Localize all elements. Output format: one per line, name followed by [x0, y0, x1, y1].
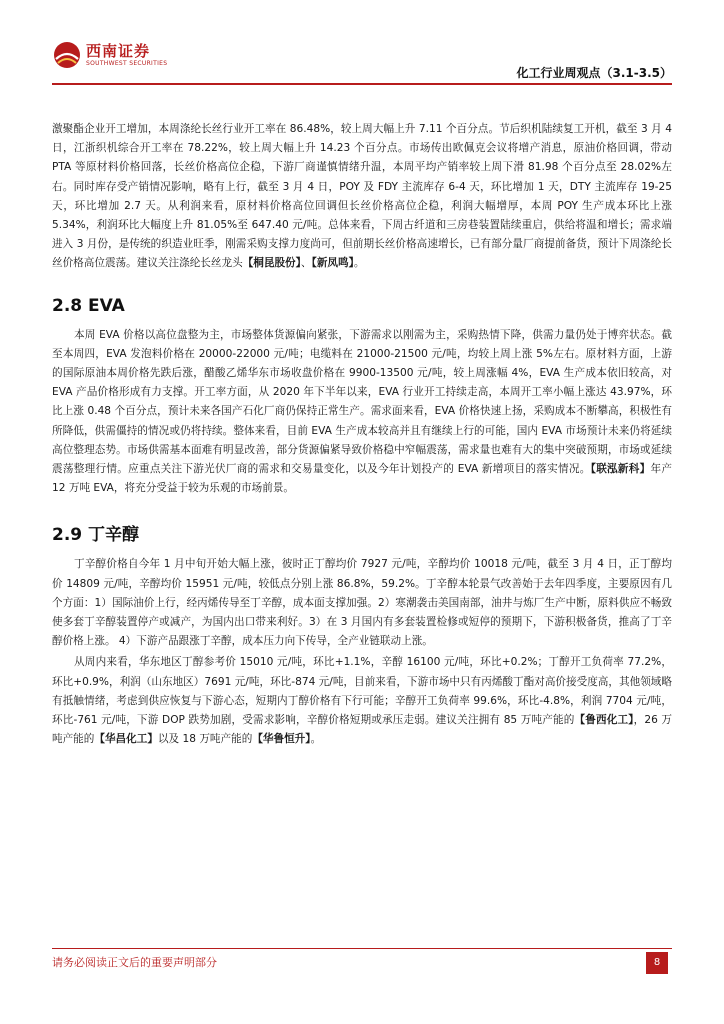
butanol-paragraph-1: 丁辛醇价格自今年 1 月中旬开始大幅上涨，彼时正丁醇均价 7927 元/吨，辛醇均价 10018 元/吨，截至 3 月 4 日，正丁醇均价 14809 元/吨，辛醇均价 15951 元/吨，较低点分别上涨 86.8%，59.2%。丁辛醇本轮景气改善始于去年四季度，主要原因有几个方面：1）国际油价上行，经丙烯传导至丁辛醇，成本面支撑加强。2）寒潮袭击美国南部，油井与炼厂生产中断，原料供应不畅致使多套丁辛醇装置停产或减产，为国内出口带来利好。3）在 3 月国内有多套装置检修或短停的预期下，下游积极备货，推高了丁辛醇价格上涨。 4）下游产品跟涨丁辛醇，成本压力向下传导，全产业链联动上涨。 — [52, 558, 672, 648]
butanol-text: 从周内来看，华东地区丁醇参考价 15010 元/吨，环比+1.1%，辛醇 16100 元/吨，环比+0.2%；丁醇开工负荷率 77.2%，环比+0.9%，利润（山东地区）7691 元/吨，环比-874 元/吨，目前来看，下游市场中只有丙烯酸丁酯对高价接受度高，其他领域略有抵触情绪，考虑到供应恢复与下游心态，短期内丁醇价格有下行可能；辛醇开工负荷率 99.6%，环比-4.8%，利润 7704 元/吨，环比-761 元/吨，下游 DOP 跌势加剧，受需求影响，辛醇价格短期或承压走弱。建议关注拥有 85 万吨产能的 — [52, 656, 672, 727]
eva-paragraph — [52, 326, 672, 499]
section-title-butanol: 2.9 丁辛醇 — [52, 525, 140, 546]
stock-xinfengming: 【新凤鸣】 — [311, 257, 354, 270]
page-content — [52, 120, 672, 749]
logo-english-name: SOUTHWEST SECURITIES — [86, 60, 168, 67]
eva-end: 年产 12 万吨 EVA，将充分受益于较为乐观的市场前景。 — [52, 463, 673, 495]
report-title: 化工行业周观点（3.1-3.5） — [516, 66, 672, 80]
butanol-text-3: 以及 18 万吨产能的 — [157, 733, 253, 746]
butanol-end: 。 — [310, 733, 322, 746]
section-title-eva: 2.8 EVA — [52, 295, 125, 316]
logo-chinese-name: 西南证券 — [86, 42, 151, 60]
footer-disclaimer: 请务必阅读正文后的重要声明部分 — [52, 956, 217, 969]
footer-divider — [52, 948, 672, 949]
page-header — [0, 0, 724, 90]
stock-luxi: 【鲁西化工】 — [574, 714, 634, 727]
company-logo — [52, 38, 168, 74]
stock-hualu: 【华鲁恒升】 — [252, 733, 311, 746]
logo-sun-icon — [52, 40, 82, 70]
intro-paragraph — [52, 120, 672, 274]
stock-huachang: 【华昌化工】 — [94, 733, 158, 746]
stock-tongkun: 【桐昆股份】 — [242, 257, 301, 270]
butanol-paragraph-2 — [52, 653, 672, 749]
intro-end: 。 — [353, 257, 365, 270]
butanol-text-2: ，26 万吨产能的 — [52, 714, 673, 746]
stock-lianhong: 【联泓新科】 — [590, 463, 651, 476]
intro-separator: 、 — [300, 257, 312, 270]
header-divider — [52, 83, 672, 85]
intro-text: 激聚酯企业开工增加，本周涤纶长丝行业开工率在 86.48%，较上周大幅上升 7.11 个百分点。节后织机陆续复工开机，截至 3 月 4 日，江浙织机综合开工率在 78.22%，较上周大幅上升 14.23 个百分点。市场传出欧佩克会议将增产消息，原油价格回调，带动 PTA 等原材料价格回落，长丝价格高位企稳，下游厂商谨慎情绪升温，本周平均产销率较上周下滑 81.98 个百分点至 28.02%左右。同时库存受产销情况影响，略有上行，截至 3 月 4 日，POY 及 FDY 主流库存 6-4 天，环比增加 1 天，DTY 主流库存 19-25 天，环比增加 2.7 天。从利润来看，原材料价格高位回调但长丝价格高位企稳，利润大幅增厚，本周 POY 生产成本环比上涨 5.34%，利润环比大幅度上升 81.05%至 647.40 元/吨。总体来看，下周古纤道和三房巷装置陆续重启，供给将温和增长；需求端进入 3 月份，是传统的织造业旺季，刚需采购支撑力度尚可，但前期长丝价格高速增长，已有部分量厂商提前备货，预计下周涤纶长丝价格高位震荡。建议关注涤纶长丝龙头 — [52, 123, 672, 270]
page-number: 8 — [646, 952, 668, 974]
eva-text: 本周 EVA 价格以高位盘整为主，市场整体货源偏向紧张，下游需求以刚需为主，采购热情下降，供需力量仍处于博弈状态。截至本周四，EVA 发泡料价格在 20000-22000 元/吨；电缆料在 21000-21500 元/吨，均较上周上涨 5%左右。原材料方面，上游的国际原油本周价格先跌后涨，醋酸乙烯华东市场收盘价格在 9900-13500 元/吨，较上周涨幅 4%，EVA 生产成本依旧较高，对 EVA 产品价格形成有力支撑。开工率方面，从 2020 年下半年以来，EVA 行业开工持续走高，本周开工率小幅上涨达 43.97%，环比上涨 0.48 个百分点，预计未来各国产石化厂商仍保持正常生产。需求面来看，EVA 价格快速上扬，采购成本不断攀高，积极性有所降低，供需僵持的情况或仍将持续。整体来看，目前 EVA 生产成本较高并且有继续上行的可能，国内 EVA 市场预计未来仍将延续高位整理态势。市场供需基本面难有明显改善，部分货源偏紧导致价格稳中窄幅震荡，需求量也难有大的集中突破预期，市场或延续震荡整理行情。应重点关注下游光伏厂商的需求和交易量变化，以及今年计划投产的 EVA 新增项目的落实情况。 — [52, 328, 672, 476]
